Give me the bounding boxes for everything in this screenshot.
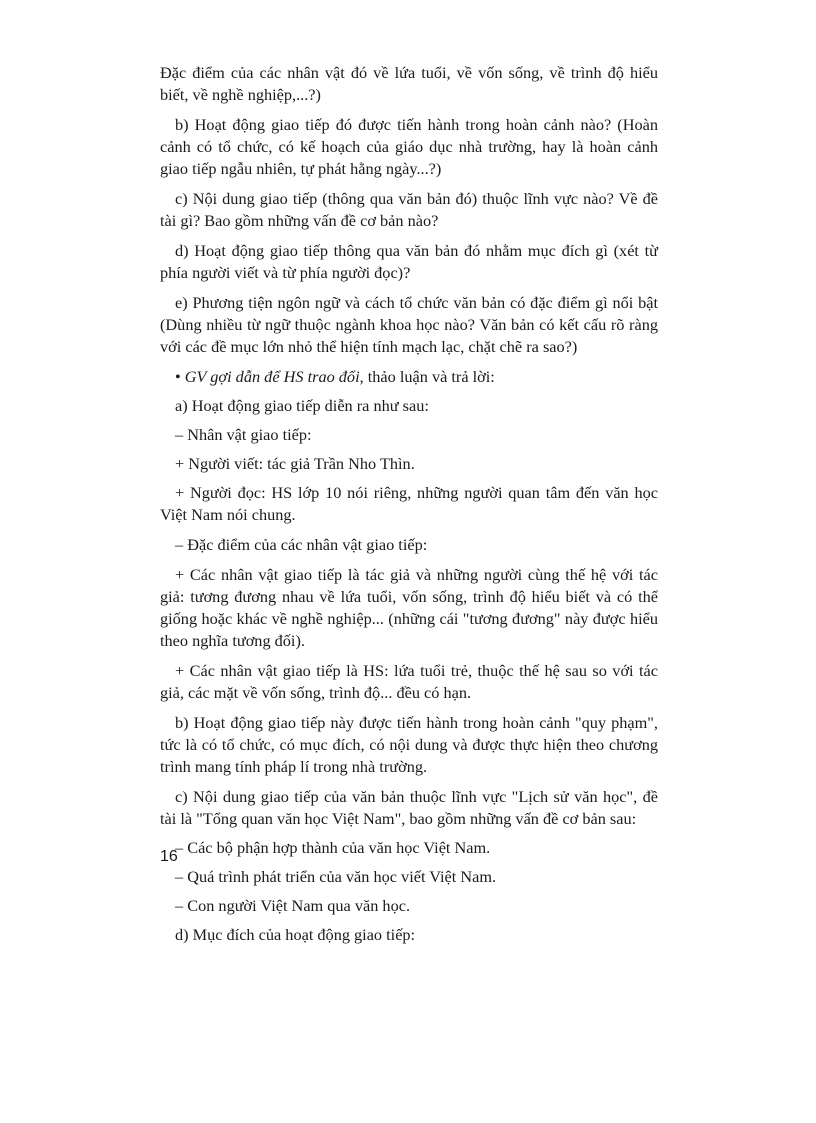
paragraph-question-d: d) Hoạt động giao tiếp thông qua văn bản đó nhằm mục đích gì (xét từ phía người viết và từ phía người đọc)? [160, 241, 658, 282]
paragraph-answer-d: d) Mục đích của hoạt động giao tiếp: [175, 925, 416, 944]
list-item: + Người đọc: HS lớp 10 nói riêng, những người quan tâm đến văn học Việt Nam nói chung. [160, 483, 658, 524]
list-item: + Người viết: tác giả Trần Nho Thìn. [175, 454, 415, 473]
paragraph-teacher-guidance [160, 366, 658, 388]
list-item: – Các bộ phận hợp thành của văn học Việt Nam. [175, 838, 491, 857]
paragraph-answer-a: a) Hoạt động giao tiếp diễn ra như sau: [175, 396, 429, 415]
paragraph-answer-c: c) Nội dung giao tiếp của văn bản thuộc lĩnh vực "Lịch sử văn học", đề tài là "Tổng quan văn học Việt Nam", bao gồm những vấn đề cơ bản sau: [160, 787, 658, 828]
paragraph-question-c: c) Nội dung giao tiếp (thông qua văn bản đó) thuộc lĩnh vực nào? Về đề tài gì? Bao gồm những vấn đề cơ bản nào? [160, 189, 658, 230]
page-number: 16 [160, 848, 178, 865]
list-item: + Các nhân vật giao tiếp là HS: lứa tuổi trẻ, thuộc thế hệ sau so với tác giả, các mặt về vốn sống, trình độ... đều có hạn. [160, 661, 658, 702]
list-item: – Nhân vật giao tiếp: [175, 425, 312, 444]
paragraph-question-b: b) Hoạt động giao tiếp đó được tiến hành trong hoàn cảnh nào? (Hoàn cảnh có tổ chức, có kế hoạch của giáo dục nhà trường, hay là hoàn cảnh giao tiếp ngẫu nhiên, tự phát hằng ngày...?) [160, 115, 658, 178]
paragraph-continuation: Đặc điểm của các nhân vật đó về lứa tuổi, về vốn sống, về trình độ hiểu biết, về nghề nghiệp,...?) [160, 63, 658, 104]
list-item: – Quá trình phát triển của văn học viết Việt Nam. [175, 867, 497, 886]
guidance-rest-text: , thảo luận và trả lời: [359, 367, 495, 386]
body-text [160, 62, 658, 953]
list-item: + Các nhân vật giao tiếp là tác giả và những người cùng thế hệ với tác giả: tương đương nhau về lứa tuổi, vốn sống, trình độ hiểu biết và có thể giống hoặc khác về nghề nghiệp... (những cái "tương đương" này được hiểu theo nghĩa tương đối). [160, 565, 658, 650]
bullet-icon: • [175, 367, 181, 386]
list-item: – Con người Việt Nam qua văn học. [175, 896, 411, 915]
paragraph-question-e: e) Phương tiện ngôn ngữ và cách tổ chức văn bản có đặc điểm gì nổi bật (Dùng nhiều từ ngữ thuộc ngành khoa học nào? Văn bản có kết cấu rõ ràng với các đề mục lớn nhỏ thể hiện tính mạch lạc, chặt chẽ ra sao?) [160, 293, 658, 356]
list-item: – Đặc điểm của các nhân vật giao tiếp: [175, 535, 428, 554]
paragraph-answer-b: b) Hoạt động giao tiếp này được tiến hành trong hoàn cảnh "quy phạm", tức là có tổ chức, có mục đích, có nội dung và được thực hiện theo chương trình mang tính pháp lí trong nhà trường. [160, 713, 658, 776]
guidance-italic-text: GV gợi dẫn để HS trao đổi [184, 367, 360, 386]
